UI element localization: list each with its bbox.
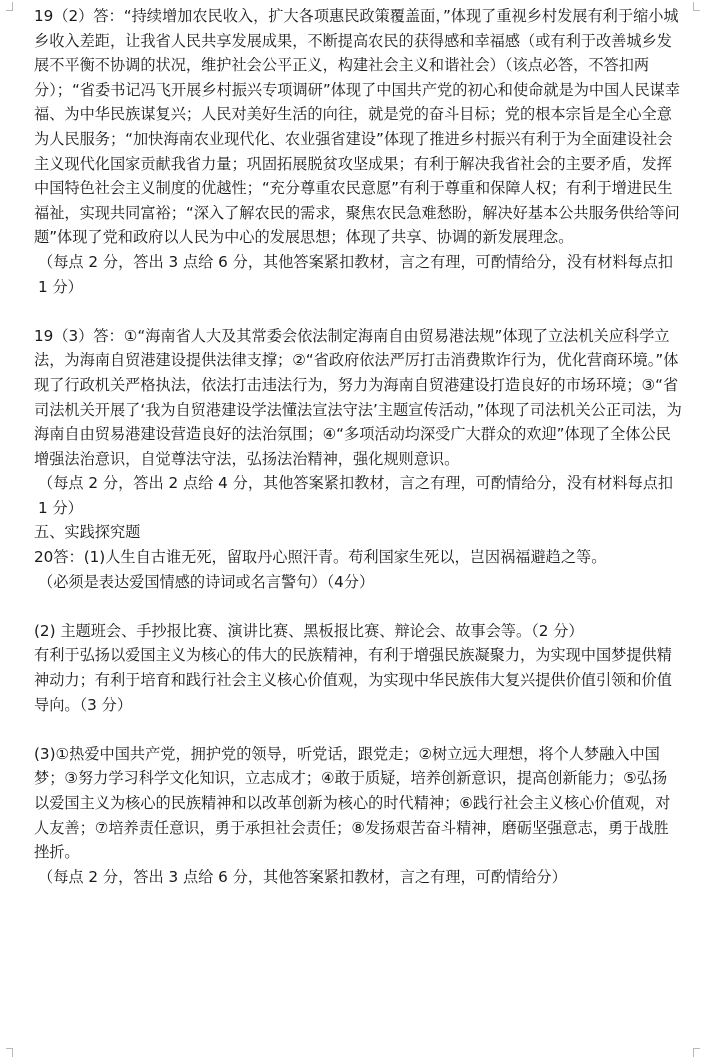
q20-2-detail: 有利于弘扬以爱国主义为核心的伟大的民族精神，有利于增强民族凝聚力，为实现中国梦提供精神动力；有利于培育和践行社会主义核心价值观，为实现中华民族伟大复兴提供价值引领和价值导向。（3 分） [34, 646, 672, 714]
q20-2-answer: (2) 主题班会、手抄报比赛、演讲比赛、黑板报比赛、辩论会、故事会等。（2 分） [34, 621, 584, 640]
q20-1-answer: 20答：(1)人生自古谁无死，留取丹心照汗青。苟利国家生死以，岂因祸福避趋之等。 [34, 548, 607, 567]
crop-mark-bottom-right [693, 1048, 700, 1057]
spacer [34, 594, 682, 619]
section-heading: 五、实践探究题 [34, 523, 141, 542]
q19-2-scoring-note: （每点 2 分，答出 3 点给 6 分，其他答案紧扣教材，言之有理，可酌情给分，没有材料每点扣 1 分） [38, 252, 674, 296]
spacer [34, 717, 682, 742]
crop-mark-top-left [6, 2, 13, 11]
q19-3-scoring-note: （每点 2 分，答出 2 点给 4 分，其他答案紧扣教材，言之有理，可酌情给分，没有材料每点扣 1 分） [38, 474, 674, 517]
crop-mark-top-right [693, 2, 700, 11]
q20-1-scoring-note: （必须是表达爱国情感的诗词或名言警句）（4分） [38, 572, 375, 591]
q19-3-answer: 19（3）答：①“海南省人大及其常委会依法制定海南自由贸易港法规”体现了立法机关应科学立法，为海南自贸港建设提供法律支撑；②“省政府依法严厉打击消费欺诈行为，优化营商环境。”体现了行政机关严格执法，依法打击违法行为，努力为海南自贸港建设打造良好的市场环境；③“省司法机关开展了‘我为自贸港建设学法懂法宣法守法’主题宣传活动，”体现了司法机关公正司法，为海南自由贸易港建设营造良好的法治氛围；④“多项活动均深受广大群众的欢迎”体现了全体公民增强法治意识，自觉尊法守法，弘扬法治精神，强化规则意识。 [34, 326, 682, 468]
crop-mark-bottom-left [6, 1048, 13, 1057]
q20-3-answer: (3)①热爱中国共产党，拥护党的领导，听党话，跟党走；②树立远大理想，将个人梦融入中国梦；③努力学习科学文化知识，立志成才；④敢于质疑，培养创新意识，提高创新能力；⑤弘扬以爱国主义为核心的民族精神和以改革创新为核心的时代精神；⑥践行社会主义核心价值观，对人友善；⑦培养责任意识，勇于承担社会责任；⑧发扬艰苦奋斗精神，磨砺坚强意志，勇于战胜挫折。 [34, 744, 671, 862]
q20-3-scoring-note: （每点 2 分，答出 3 点给 6 分，其他答案紧扣教材，言之有理，可酌情给分） [38, 867, 567, 886]
spacer [34, 299, 682, 324]
q19-2-answer: 19（2）答：“持续增加农民收入，扩大各项惠民政策覆盖面，”体现了重视乡村发展有利于缩小城乡收入差距，让我省人民共享发展成果，不断提高农民的获得感和幸福感（或有利于改善城乡发展不平衡不协调的状况，维护社会公平正义，构建社会主义和谐社会）（该点必答，不答扣两分）；“省委书记冯飞开展乡村振兴专项调研”体现了中国共产党的初心和使命就是为中国人民谋幸福、为中华民族谋复兴；人民对美好生活的向往，就是党的奋斗目标；党的根本宗旨是全心全意为人民服务；“加快海南农业现代化、农业强省建设”体现了推进乡村振兴有利于为全面建设社会主义现代化国家贡献我省力量；巩固拓展脱贫攻坚成果；有利于解决我省社会的主要矛盾，发挥中国特色社会主义制度的优越性；“充分尊重农民意愿”有利于尊重和保障人权；有利于增进民生福祉，实现共同富裕；“深入了解农民的需求，聚焦农民急难愁盼，解决好基本公共服务供给等问题”体现了党和政府以人民为中心的发展思想；体现了共享、协调的新发展理念。 [34, 7, 681, 247]
answer-content [34, 4, 682, 889]
